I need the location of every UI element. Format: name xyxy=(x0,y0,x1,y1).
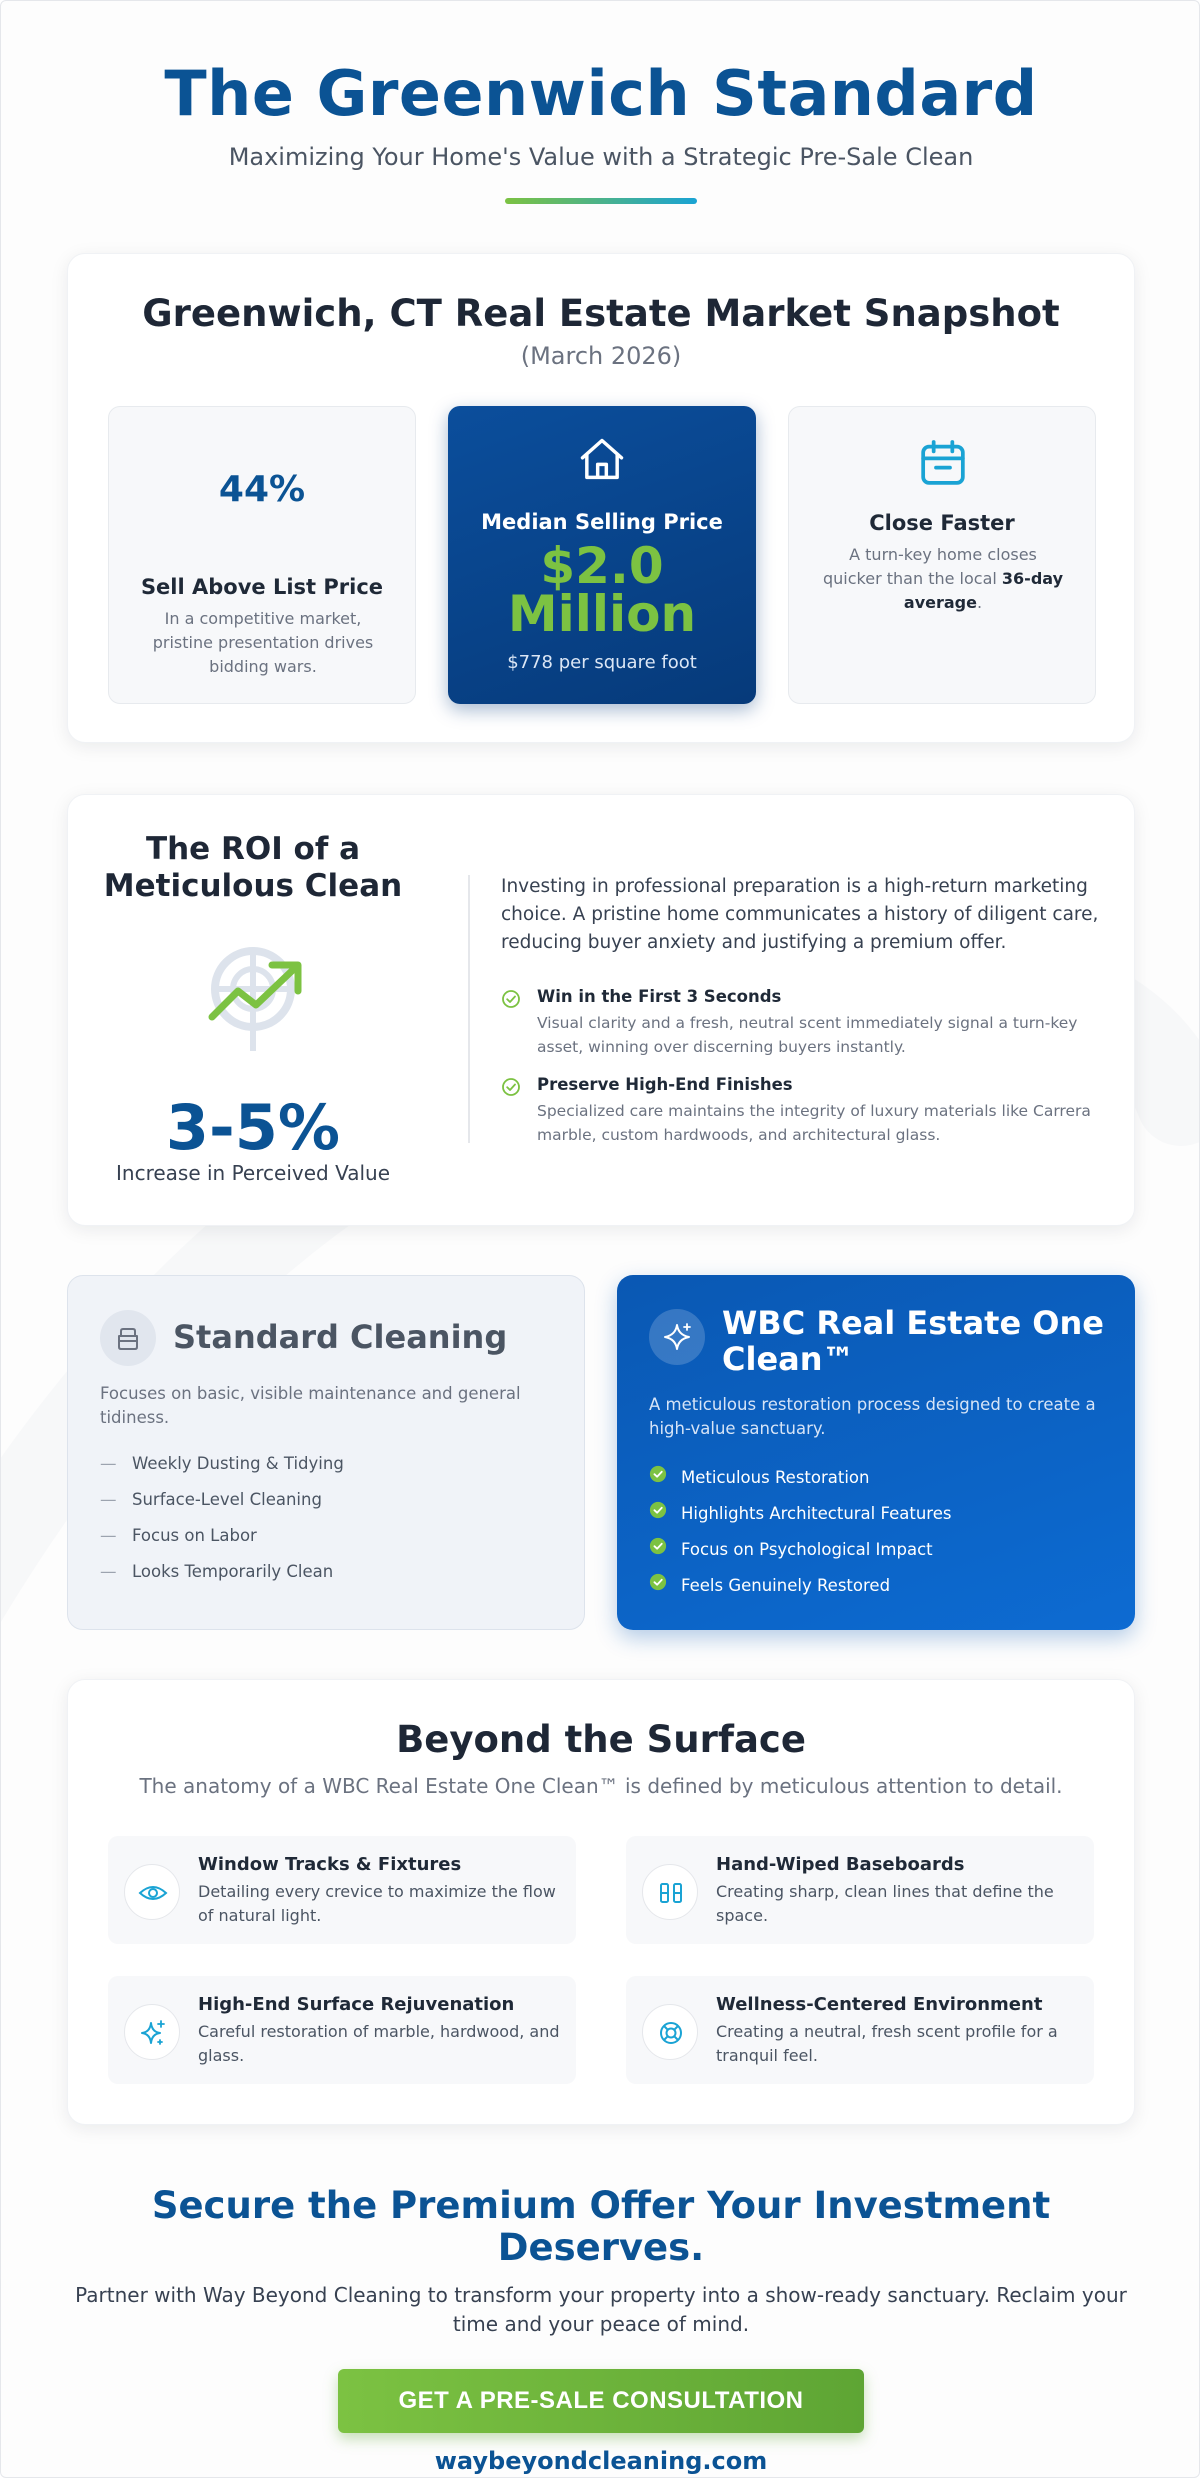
feature-item xyxy=(108,1976,576,2084)
sparkles-icon xyxy=(124,2004,180,2060)
price-line-2: Million xyxy=(507,585,697,643)
feature-text: Detailing every crevice to maximize the flow of natural light. xyxy=(198,1882,556,1925)
list-item: — Surface-Level Cleaning xyxy=(100,1490,322,1509)
lifebuoy-icon xyxy=(642,2004,698,2060)
list-item: Meticulous Restoration xyxy=(649,1465,870,1487)
stat-close-faster-desc: A turn-key home closes quicker than the local 36-day average. xyxy=(823,545,1063,612)
dash-bullet: — xyxy=(100,1454,117,1473)
market-snapshot-card xyxy=(67,253,1135,743)
roi-item-title: Preserve High-End Finishes xyxy=(537,1075,793,1094)
beyond-surface-card xyxy=(67,1679,1135,2125)
beyond-title: Beyond the Surface xyxy=(396,1718,806,1761)
check-circle-icon xyxy=(649,1573,667,1591)
snapshot-title: Greenwich, CT Real Estate Market Snapshot xyxy=(142,292,1060,335)
check-circle-icon xyxy=(649,1465,667,1483)
feature-item xyxy=(108,1836,576,1944)
stat-close-faster-label: Close Faster xyxy=(869,511,1015,535)
stat-median-price-value xyxy=(448,537,756,643)
roi-divider xyxy=(468,875,470,1143)
stat-above-list xyxy=(108,406,416,704)
sparkle-icon xyxy=(649,1309,705,1365)
feature-title: High-End Surface Rejuvenation xyxy=(198,1994,515,2015)
standard-cleaning-desc: Focuses on basic, visible maintenance and general tidiness. xyxy=(100,1384,521,1427)
stat-close-faster xyxy=(788,406,1096,704)
calendar-icon xyxy=(915,435,971,491)
roi-card xyxy=(67,794,1135,1226)
consultation-button[interactable]: GET A PRE-SALE CONSULTATION xyxy=(338,2369,864,2433)
page-subtitle: Maximizing Your Home's Value with a Strategic Pre-Sale Clean xyxy=(228,143,974,171)
cta-title: Secure the Premium Offer Your Investment Deserves. xyxy=(151,2184,1051,2269)
trending-up-icon xyxy=(208,943,304,1053)
standard-cleaning-title: Standard Cleaning xyxy=(173,1318,508,1356)
snapshot-date: (March 2026) xyxy=(520,342,682,370)
check-circle-icon xyxy=(649,1501,667,1519)
feature-text: Careful restoration of marble, hardwood, and glass. xyxy=(198,2022,560,2065)
check-circle-icon xyxy=(501,1077,521,1097)
list-item: — Looks Temporarily Clean xyxy=(100,1562,334,1581)
beyond-subtitle: The anatomy of a WBC Real Estate One Clean™ is defined by meticulous attention to detail. xyxy=(139,1774,1063,1798)
check-circle-icon xyxy=(501,989,521,1009)
dash-bullet: — xyxy=(100,1526,117,1545)
price-line-1: $2.0 xyxy=(540,537,664,595)
list-item: Highlights Architectural Features xyxy=(649,1501,951,1523)
roi-caption: Increase in Perceived Value xyxy=(116,1161,390,1185)
roi-item-text: Visual clarity and a fresh, neutral scent immediately signal a turn-key asset, winning over discerning buyers instantly. xyxy=(537,1014,1078,1056)
stat-median-price-label: Median Selling Price xyxy=(481,510,723,534)
list-item: — Weekly Dusting & Tidying xyxy=(100,1454,344,1473)
wbc-one-clean-title: WBC Real Estate One Clean™ xyxy=(722,1304,1104,1378)
feature-title: Window Tracks & Fixtures xyxy=(198,1854,462,1875)
check-circle-icon xyxy=(649,1537,667,1555)
roi-item-text: Specialized care maintains the integrity of luxury materials like Carrera marble, custom hardwoods, and architectural glass. xyxy=(537,1102,1091,1144)
stat-median-price xyxy=(448,406,756,704)
stat-above-list-desc: In a competitive market, pristine presentation drives bidding wars. xyxy=(152,609,374,676)
wbc-one-clean-card xyxy=(617,1275,1135,1630)
wbc-one-clean-desc: A meticulous restoration process designed to create a high-value sanctuary. xyxy=(649,1395,1096,1438)
stat-above-list-value: 44% xyxy=(218,469,306,510)
dash-bullet: — xyxy=(100,1562,117,1581)
standard-cleaning-card xyxy=(67,1275,585,1630)
dash-bullet: — xyxy=(100,1490,117,1509)
feature-title: Wellness-Centered Environment xyxy=(716,1994,1043,2015)
page-title: The Greenwich Standard xyxy=(164,57,1038,130)
feature-item xyxy=(626,1836,1094,1944)
list-item: Focus on Psychological Impact xyxy=(649,1537,933,1559)
stat-above-list-label: Sell Above List Price xyxy=(140,575,384,599)
title-divider xyxy=(505,198,697,204)
roi-value: 3-5% xyxy=(165,1091,341,1164)
cleaning-bucket-icon xyxy=(100,1310,156,1366)
house-icon xyxy=(576,434,628,486)
stat-median-price-sub: $778 per square foot xyxy=(507,652,697,673)
eye-icon xyxy=(124,1864,180,1920)
cta-text: Partner with Way Beyond Cleaning to transform your property into a show-ready sanctuary. Reclaim your time and your peace of mind. xyxy=(75,2283,1127,2336)
roi-intro: Investing in professional preparation is a high-return marketing choice. A pristine home communicates a history of diligent care, reducing buyer anxiety and justifying a premium offer. xyxy=(501,876,1099,953)
baseboard-icon xyxy=(642,1864,698,1920)
roi-item-title: Win in the First 3 Seconds xyxy=(537,987,782,1006)
feature-title: Hand-Wiped Baseboards xyxy=(716,1854,965,1875)
roi-title: The ROI of a Meticulous Clean xyxy=(103,831,403,904)
website-link[interactable]: waybeyondcleaning.com xyxy=(434,2447,768,2475)
list-item: Feels Genuinely Restored xyxy=(649,1573,890,1595)
feature-item xyxy=(626,1976,1094,2084)
feature-text: Creating a neutral, fresh scent profile for a tranquil feel. xyxy=(716,2022,1058,2065)
list-item: — Focus on Labor xyxy=(100,1526,257,1545)
feature-text: Creating sharp, clean lines that define the space. xyxy=(716,1882,1054,1925)
